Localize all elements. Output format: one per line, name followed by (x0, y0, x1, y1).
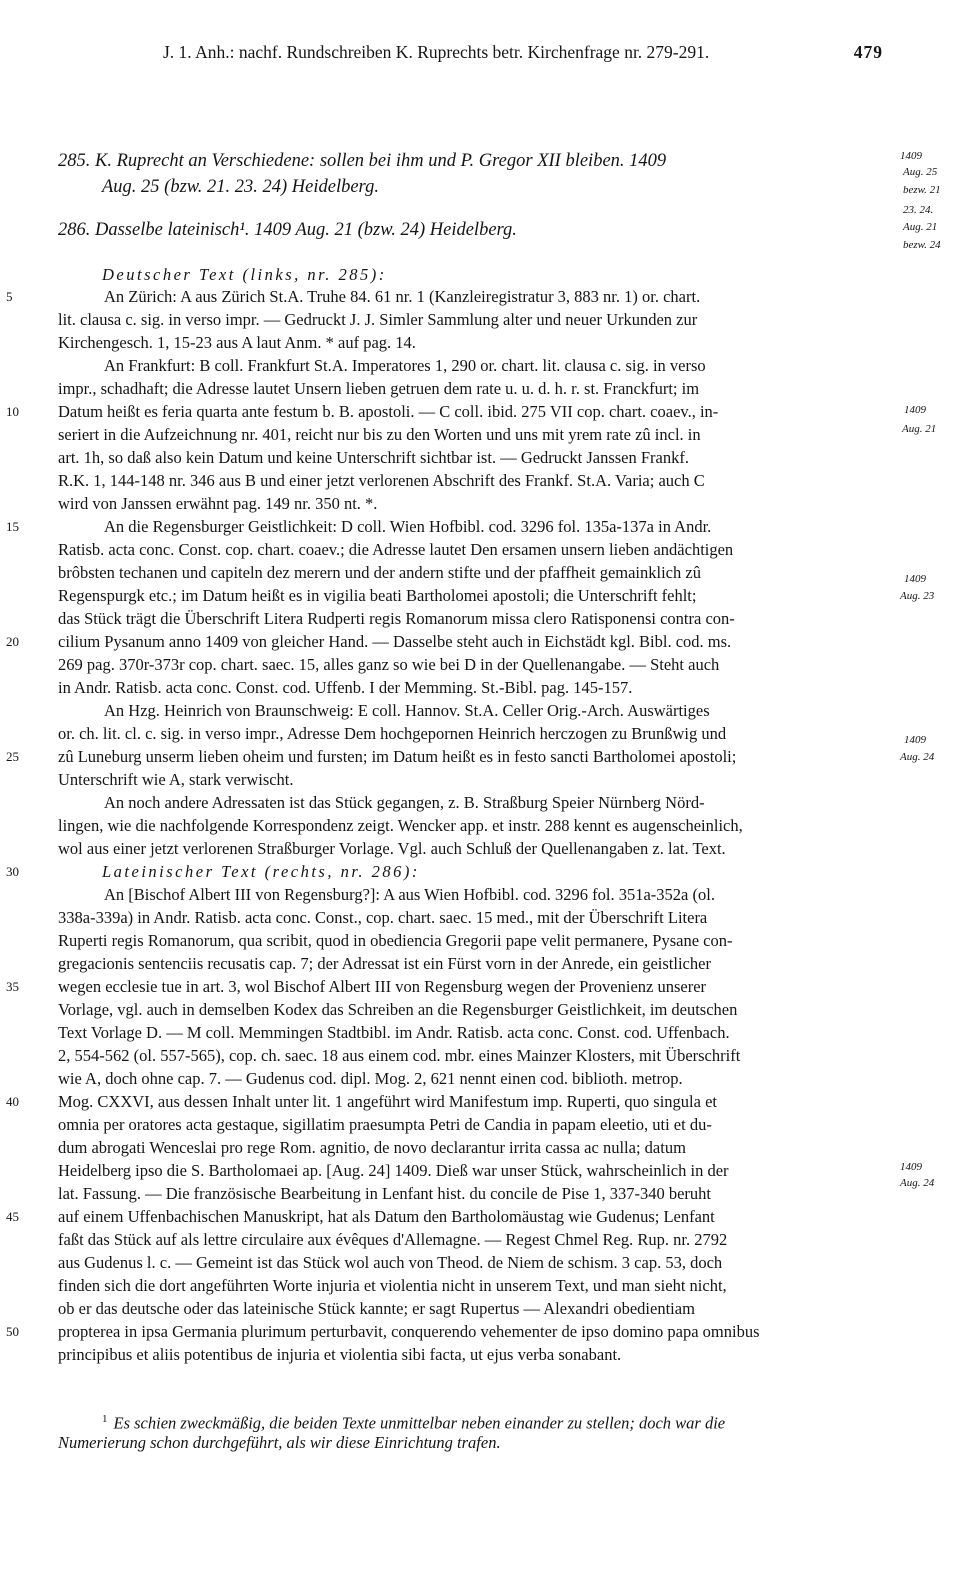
text-line: das Stück trägt die Überschrift Litera Rudperti regis Romanorum missa clero Ratisponensi contra con- (58, 609, 735, 628)
margin-note: Aug. 24 (900, 751, 935, 763)
text-line: gregacionis sentenciis recusatis cap. 7; der Adressat ist ein Fürst vorn in der Anrede, ein geistlicher (58, 954, 711, 973)
text-line: 45 auf einem Uffenbachischen Manuskript, hat als Datum den Bartholomäustag wie Gudenus; Lenfant (6, 1207, 715, 1226)
text-line: 2, 554-562 (ol. 557-565), cop. ch. saec. 18 aus einem cod. mbr. eines Mainzer Klosters, mit Überschrift (58, 1046, 741, 1065)
text-line: An [Bischof Albert III von Regensburg?]: A aus Wien Hofbibl. cod. 3296 fol. 351a-352a (ol. (104, 885, 715, 904)
page-number: 479 (853, 42, 883, 62)
margin-note: bezw. 24 (903, 239, 941, 251)
text-line: Aug. 25 (bzw. 21. 23. 24) Heidelberg. (102, 177, 379, 197)
text-line: ob er das deutsche oder das lateinische Stück kannte; er sagt Rupertus — Alexandri obedientiam (58, 1299, 695, 1318)
text-line: 20 cilium Pysanum anno 1409 von gleicher Hand. — Dasselbe steht auch in Eichstädt kgl. Bibl. cod. ms. (6, 632, 732, 651)
margin-note: 1409 (900, 150, 922, 162)
margin-note: 1409 (900, 1161, 922, 1173)
text-line: aus Gudenus l. c. — Gemeint ist das Stück wol auch von Theod. de Niem de schism. 3 cap. 53, doch (58, 1253, 723, 1272)
margin-note: 1409 (904, 404, 926, 416)
text-line: Heidelberg ipso die S. Bartholomaei ap. [Aug. 24] 1409. Dieß war unser Stück, wahrscheinlich in der (58, 1161, 729, 1180)
margin-note: bezw. 21 (903, 184, 941, 196)
text-line: in Andr. Ratisb. acta conc. Const. cod. Uffenb. I der Memming. St.-Bibl. pag. 145-157. (58, 678, 633, 697)
text-line: omnia per oratores acta gestaque, sigillatim praesumpta Petri de Candia in papam eleetio, uti et du- (58, 1115, 712, 1134)
margin-note: Aug. 24 (900, 1177, 935, 1189)
running-title: J. 1. Anh.: nachf. Rundschreiben K. Ruprechts betr. Kirchenfrage nr. 279-291. (163, 42, 710, 62)
footnote-line: Numerierung schon durchgeführt, als wir diese Einrichtung trafen. (58, 1433, 501, 1452)
page-header (163, 42, 883, 63)
text-line: principibus et aliis potentibus de injuria et violentia sibi facta, ut ejus verba sonabant. (58, 1345, 622, 1364)
margin-note: 1409 (904, 734, 926, 746)
footnote-line: $^1$ Es schien zweckmäßig, die beiden Texte unmittelbar neben einander zu stellen; doch war die (102, 1413, 726, 1433)
text-line: lat. Fassung. — Die französische Bearbeitung in Lenfant hist. du concile de Pise 1, 337-340 beruht (58, 1184, 711, 1203)
text-line: An Frankfurt: B coll. Frankfurt St.A. Imperatores 1, 290 or. chart. lit. clausa c. sig. in verso (104, 356, 706, 375)
text-line: R.K. 1, 144-148 nr. 346 aus B und einer jetzt verlorenen Abschrift des Frankf. St.A. Varia; auch C (58, 471, 705, 490)
text-line: 269 pag. 370r-373r cop. chart. saec. 15, alles ganz so wie bei D in der Quellenangabe. — Steht auch (58, 655, 720, 674)
text-line: 40 Mog. CXXVI, aus dessen Inhalt unter lit. 1 angeführt wird Manifestum imp. Ruperti, quo singula et (6, 1092, 717, 1111)
text-line: wol aus einer jetzt verlorenen Straßburger Vorlage. Vgl. auch Schluß der Quellenangaben z. lat. Text. (58, 839, 726, 858)
text-line: seriert in die Aufzeichnung nr. 401, reicht nur bis zu den Worten und uns mit yrem rate zû incl. in (58, 425, 701, 444)
text-line: 285. K. Ruprecht an Verschiedene: sollen bei ihm und P. Gregor XII bleiben. 1409 (58, 151, 667, 171)
text-line: lit. clausa c. sig. in verso impr. — Gedruckt J. J. Simler Sammlung alter und neuer Urkunden zur (58, 310, 698, 329)
text-line: or. ch. lit. cl. c. sig. in verso impr., Adresse Dem hochgepornen Heinrich herczogen zu Brunßwig und (58, 724, 727, 743)
text-line: 30 Lateinischer Text (rechts, nr. 286): (6, 862, 420, 881)
text-line: impr., schadhaft; die Adresse lautet Unsern lieben getruen dem rate u. u. d. h. r. st. Franckfurt; im (58, 379, 700, 398)
text-line: Kirchengesch. 1, 15-23 aus A laut Anm. * auf pag. 14. (58, 333, 416, 352)
margin-note: Aug. 21 (903, 221, 938, 233)
margin-note: 23. 24. (903, 204, 934, 216)
text-line: 50 propterea in ipsa Germania plurimum perturbavit, conquerendo vehementer de ipso domino papa omnibus (6, 1322, 760, 1341)
text-line: Ruperti regis Romanorum, qua scribit, quod in obediencia Gregorii pape velit permanere, Pysane con- (58, 931, 733, 950)
margin-note: Aug. 23 (900, 590, 935, 602)
text-line: Regenspurgk etc.; im Datum heißt es in vigilia beati Bartholomei apostoli; die Unterschrift fehlt; (58, 586, 697, 605)
text-line: 286. Dasselbe lateinisch¹. 1409 Aug. 21 (bzw. 24) Heidelberg. (58, 220, 517, 240)
text-line: Vorlage, vgl. auch in demselben Kodex das Schreiben an die Regensburger Geistlichkeit, im deutschen (58, 1000, 738, 1019)
text-line: An Hzg. Heinrich von Braunschweig: E coll. Hannov. St.A. Celler Orig.-Arch. Auswärtiges (104, 701, 710, 720)
text-line: 35 wegen ecclesie tue in art. 3, wol Bischof Albert III von Regensburg wegen der Provenienz unserer (6, 977, 707, 996)
text-line: Deutscher Text (links, nr. 285): (102, 265, 387, 284)
text-line: dum abrogati Wenceslai pro rege Rom. agnitio, de novo declarantur irrita cassa ac nulla; datum (58, 1138, 686, 1157)
text-line: finden sich die dort angeführten Worte injuria et violentia nicht in unserem Text, und man sieht nicht, (58, 1276, 727, 1295)
text-line: 15 An die Regensburger Geistlichkeit: D coll. Wien Hofbibl. cod. 3296 fol. 135a-137a in Andr. (6, 517, 712, 536)
text-line: faßt das Stück auf als lettre circulaire aux évêques d'Allemagne. — Regest Chmel Reg. Rup. nr. 2792 (58, 1230, 728, 1249)
text-line: wird von Janssen erwähnt pag. 149 nr. 350 nt. *. (58, 494, 378, 513)
text-line: 338a-339a) in Andr. Ratisb. acta conc. Const., cop. chart. saec. 15 med., mit der Überschrift Litera (58, 908, 708, 927)
text-line: lingen, wie die nachfolgende Korrespondenz zeigt. Wencker app. et instr. 288 kennt es augenscheinlich, (58, 816, 743, 835)
text-line: brôbsten techanen und capiteln dez merern und der andern stifte und der pfaffheit gemainklich zû (58, 563, 701, 582)
margin-note: 1409 (904, 573, 926, 585)
text-line: 25 zû Luneburg unserm lieben oheim und fursten; im Datum heißt es in festo sancti Bartholomei apostoli; (6, 747, 737, 766)
text-line: 10 Datum heißt es feria quarta ante festum b. B. apostoli. — C coll. ibid. 275 VII cop. chart. coaev., in- (6, 402, 719, 421)
margin-note: Aug. 21 (902, 423, 937, 435)
footnote-mark: 1 (102, 1413, 108, 1425)
text-line: 5 An Zürich: A aus Zürich St.A. Truhe 84. 61 nr. 1 (Kanzleiregistratur 3, 883 nr. 1) or. chart. (6, 287, 701, 306)
text-line: Text Vorlage D. — M coll. Memmingen Stadtbibl. im Andr. Ratisb. acta conc. Const. cod. Uffenbach. (58, 1023, 730, 1042)
text-line: An noch andere Adressaten ist das Stück gegangen, z. B. Straßburg Speier Nürnberg Nörd- (104, 793, 705, 812)
text-line: wie A, doch ohne cap. 7. — Gudenus cod. dipl. Mog. 2, 621 nennt einen cod. biblioth. metrop. (58, 1069, 683, 1088)
text-line: Unterschrift wie A, stark verwischt. (58, 770, 294, 789)
margin-note: Aug. 25 (903, 166, 938, 178)
text-line: Ratisb. acta conc. Const. cop. chart. coaev.; die Adresse lautet Den ersamen unsern lieben andächtigen (58, 540, 734, 559)
text-line: art. 1h, so daß also kein Datum und keine Unterschrift sichtbar ist. — Gedruckt Janssen Frankf. (58, 448, 689, 467)
